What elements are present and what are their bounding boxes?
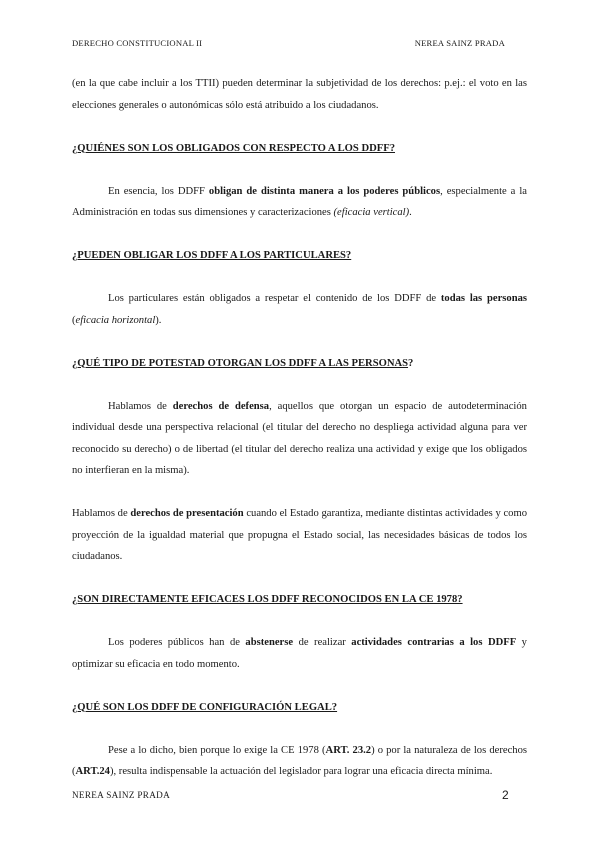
intro-paragraph: (en la que cabe incluir a los TTII) pueden determinar la subjetividad de los derechos: p.ej.: el voto en las elecciones generales o autonómicas sólo está atribuido a los ciudadanos.: [72, 78, 527, 111]
page-number: 2: [502, 788, 509, 802]
heading-potestad: ¿QUÉ TIPO DE POTESTAD OTORGAN LOS DDFF A LAS PERSONAS?: [72, 357, 414, 369]
page-footer: [72, 790, 509, 800]
heading-configuracion-legal: ¿QUÉ SON LOS DDFF DE CONFIGURACIÓN LEGAL?: [72, 701, 338, 713]
paragraph-configuracion-legal: Pese a lo dicho, bien porque lo exige la CE 1978 (ART. 23.2) o por la naturaleza de los derechos (ART.24), resulta indispensable la actuación del legislador para lograr una eficacia directa mínima.: [72, 744, 527, 777]
paragraph-obligados: En esencia, los DDFF obligan de distinta manera a los poderes públicos, especialmente a la Administración en todas sus dimensiones y caracterizaciones (eficacia vertical).: [72, 185, 527, 218]
paragraph-eficacia-directa: Los poderes públicos han de abstenerse de realizar actividades contrarias a los DDFF y optimizar su eficacia en todo momento.: [72, 637, 527, 670]
header-course: DERECHO CONSTITUCIONAL II: [72, 38, 203, 48]
heading-eficacia-directa: ¿SON DIRECTAMENTE EFICACES LOS DDFF RECONOCIDOS EN LA CE 1978?: [72, 594, 463, 605]
heading-obligados: ¿QUIÉNES SON LOS OBLIGADOS CON RESPECTO A LOS DDFF?: [72, 142, 395, 154]
header-author: NEREA SAINZ PRADA: [414, 38, 505, 48]
paragraph-derechos-presentacion: Hablamos de derechos de presentación cuando el Estado garantiza, mediante distintas actividades y como proyección de la igualdad material que propugna el Estado social, las necesidades básicas de todos los ciudadanos.: [72, 508, 527, 562]
paragraph-derechos-defensa: Hablamos de derechos de defensa, aquellos que otorgan un espacio de autodeterminación individual desde una perspectiva relacional (el titular del derecho no despliega actividad alguna para ver reconocido su derecho) o de libertad (el titular del derecho realiza una actividad y exige que los obligados no interfieran en la misma).: [72, 400, 527, 476]
heading-particulares: ¿PUEDEN OBLIGAR LOS DDFF A LOS PARTICULARES?: [72, 250, 352, 261]
paragraph-particulares: Los particulares están obligados a respetar el contenido de los DDFF de todas las personas (eficacia horizontal).: [72, 293, 528, 326]
document-body: [72, 73, 527, 783]
footer-author: NEREA SAINZ PRADA: [72, 790, 171, 800]
